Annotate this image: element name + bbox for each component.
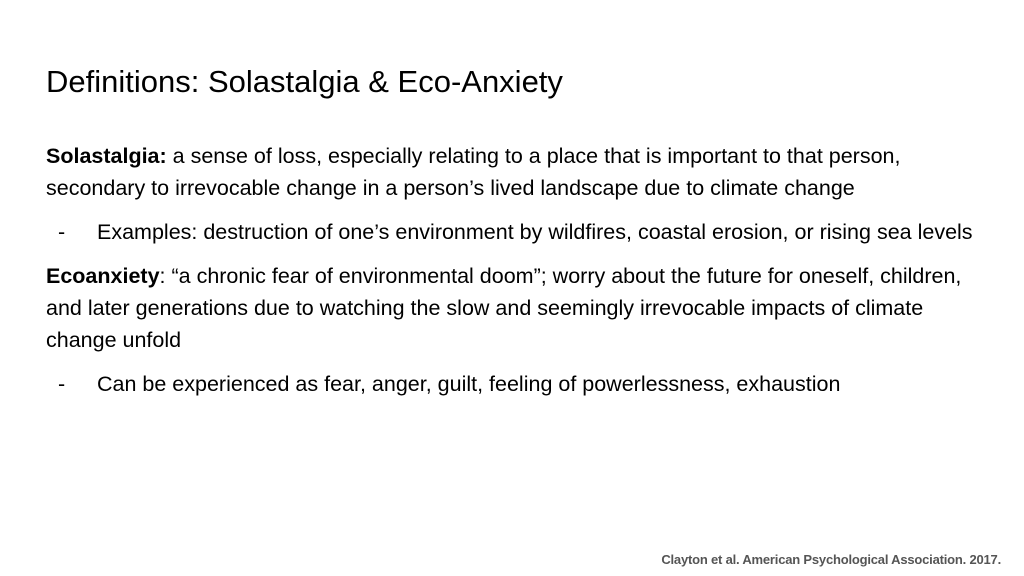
solastalgia-term: Solastalgia: [46,144,167,168]
bullet-marker: - [58,220,66,244]
ecoanxiety-bullet-text: Can be experienced as fear, anger, guilt, feeling of powerlessness, exhaustion [97,372,841,396]
solastalgia-definition [46,140,986,204]
ecoanxiety-text: : “a chronic fear of environmental doom”; worry about the future for oneself, children, and later generations due to watching the slow and seemingly irrevocable impacts of climate change unfold [46,264,962,352]
citation: Clayton et al. American Psychological Association. 2017. [661,552,1001,567]
slide-title: Definitions: Solastalgia & Eco-Anxiety [46,64,563,99]
ecoanxiety-term: Ecoanxiety [46,264,160,288]
ecoanxiety-definition [46,260,986,356]
slide-body [46,140,986,412]
solastalgia-bullet-text: Examples: destruction of one’s environment by wildfires, coastal erosion, or rising sea levels [97,220,973,244]
solastalgia-text: a sense of loss, especially relating to a place that is important to that person, secondary to irrevocable change in a person’s lived landscape due to climate change [46,144,901,200]
solastalgia-bullet [46,216,986,248]
ecoanxiety-bullet [46,368,986,400]
bullet-marker: - [58,372,66,396]
